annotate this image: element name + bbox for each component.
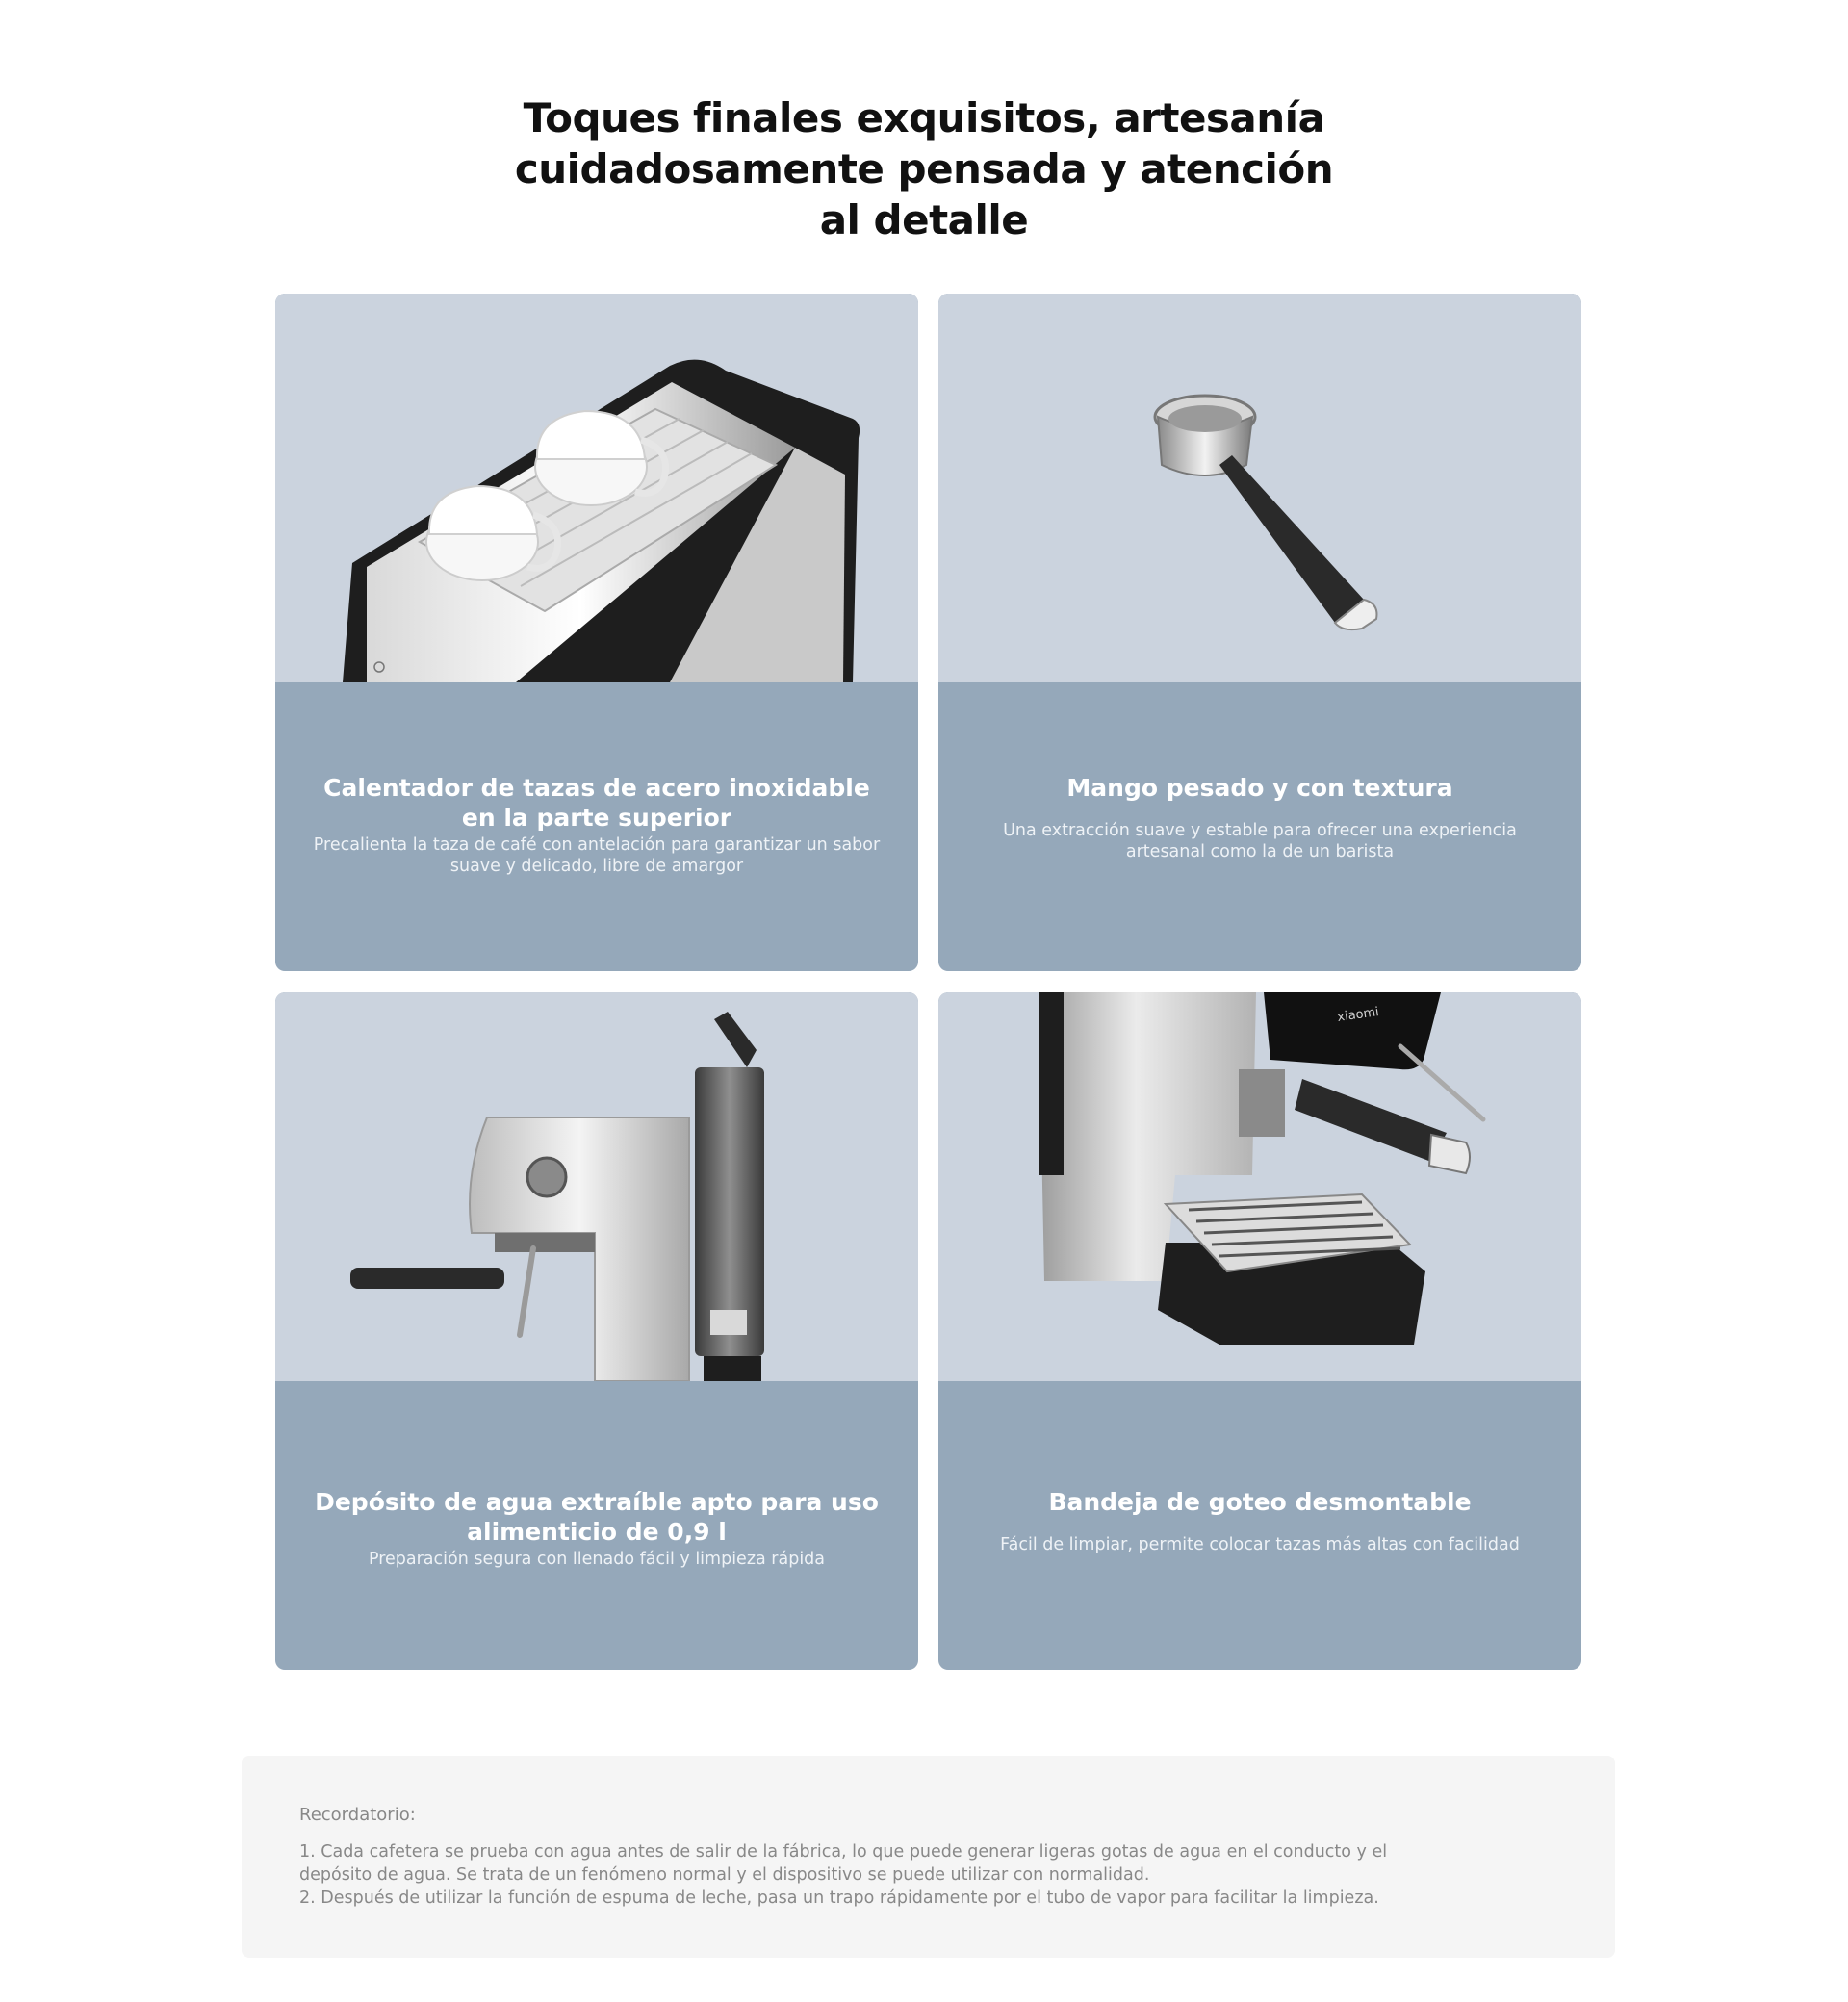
reminder-note-line: 1. Cada cafetera se prueba con agua antes de salir de la fábrica, lo que puede generar ligeras gotas de agua en el conducto y el <box>299 1842 1388 1861</box>
feature-title <box>314 1487 880 1547</box>
feature-desc-line: suave y delicado, libre de amargor <box>449 857 744 876</box>
reminder-note-line: depósito de agua. Se trata de un fenómeno normal y el dispositivo se puede utilizar con normalidad. <box>299 1865 1150 1885</box>
feature-card-water-tank <box>275 992 918 1670</box>
feature-card-drip-tray <box>938 992 1581 1670</box>
feature-title <box>977 773 1543 803</box>
feature-desc-line: Preparación segura con llenado fácil y limpieza rápida <box>368 1550 826 1569</box>
reminder-title: Recordatorio: <box>299 1805 416 1825</box>
feature-title-line: Depósito de agua extraíble apto para uso <box>315 1488 879 1516</box>
feature-description <box>958 1534 1562 1555</box>
headline-line: al detalle <box>819 196 1029 244</box>
feature-caption <box>275 682 918 971</box>
cup-warmer-top-illustration <box>275 294 918 682</box>
feature-desc-line: Fácil de limpiar, permite colocar tazas más altas con facilidad <box>1000 1535 1520 1554</box>
feature-title <box>977 1487 1543 1517</box>
water-tank-side-illustration <box>275 992 918 1381</box>
feature-description <box>958 820 1562 862</box>
reminder-box <box>242 1756 1615 1958</box>
page-headline <box>0 92 1848 245</box>
feature-title <box>314 773 880 833</box>
feature-title-line: Calentador de tazas de acero inoxidable <box>323 774 870 802</box>
feature-title-line: Mango pesado y con textura <box>1066 774 1453 802</box>
feature-caption <box>275 1381 918 1670</box>
drip-tray-illustration <box>938 992 1581 1381</box>
reminder-notes <box>299 1840 1551 1910</box>
feature-desc-line: artesanal como la de un barista <box>1125 842 1395 861</box>
feature-description <box>295 1549 899 1570</box>
feature-desc-line: Precalienta la taza de café con antelación para garantizar un sabor <box>313 835 881 855</box>
portafilter-handle-illustration <box>938 294 1581 682</box>
feature-caption <box>938 1381 1581 1670</box>
feature-desc-line: Una extracción suave y estable para ofrecer una experiencia <box>1003 821 1517 840</box>
feature-title-line: alimenticio de 0,9 l <box>467 1518 727 1546</box>
feature-title-line: Bandeja de goteo desmontable <box>1048 1488 1472 1516</box>
brand-label: xiaomi <box>1336 1005 1380 1025</box>
feature-description <box>295 834 899 877</box>
headline-line: Toques finales exquisitos, artesanía <box>523 94 1325 142</box>
headline-line: cuidadosamente pensada y atención <box>514 145 1334 193</box>
feature-title-line: en la parte superior <box>461 804 732 832</box>
reminder-note-line: 2. Después de utilizar la función de espuma de leche, pasa un trapo rápidamente por el tubo de vapor para facilitar la limpieza. <box>299 1888 1379 1908</box>
feature-caption <box>938 682 1581 971</box>
feature-card-cup-warmer <box>275 294 918 971</box>
feature-card-portafilter <box>938 294 1581 971</box>
